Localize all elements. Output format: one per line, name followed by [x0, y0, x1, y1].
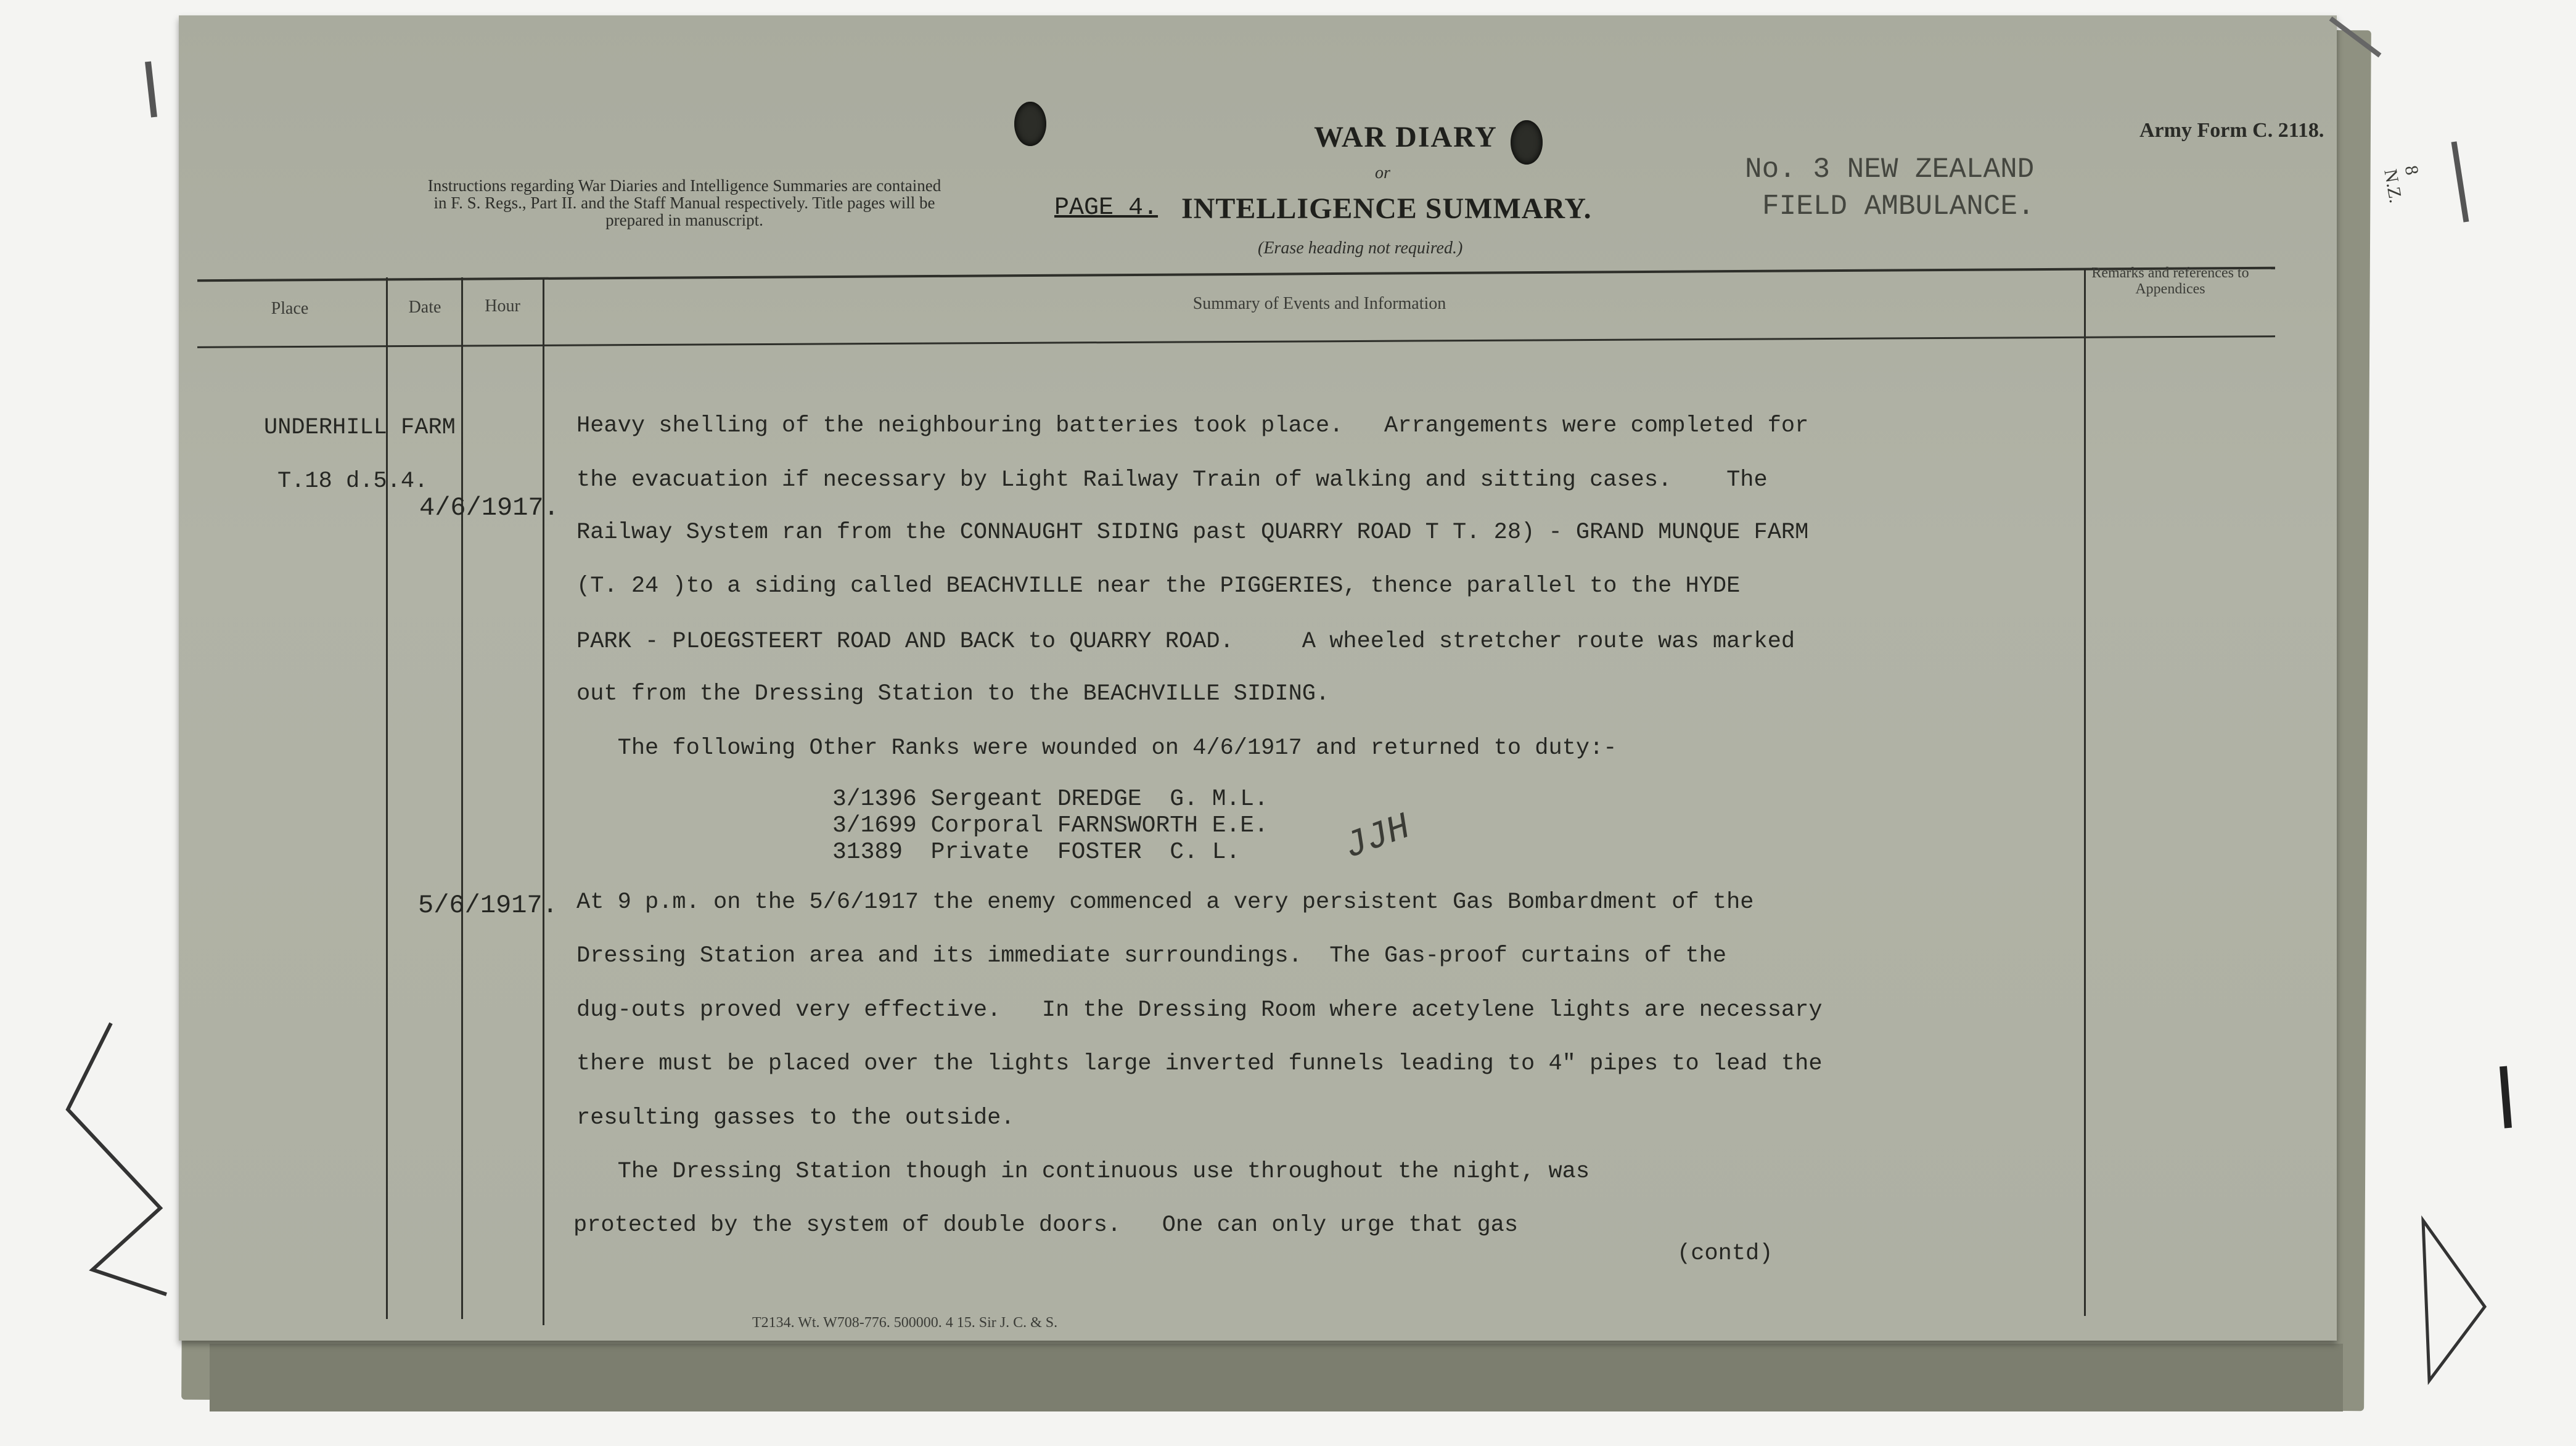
handwritten-initials: JJH	[1339, 806, 1416, 869]
summary-line: At 9 p.m. on the 5/6/1917 the enemy commenced a very persistent Gas Bombardment of the	[576, 889, 1754, 915]
summary-line: PARK - PLOEGSTEERT ROAD AND BACK to QUARRY ROAD. A wheeled stretcher route was marked	[576, 629, 1795, 655]
summary-line: there must be placed over the lights large inverted funnels leading to 4" pipes to lead the	[576, 1051, 1823, 1077]
wounded-entry: 3/1699 Corporal FARNSWORTH E.E.	[832, 812, 1268, 839]
instructions-note: Instructions regarding War Diaries and Intelligence Summaries are contained in F. S. Regs., Part II. and the Staff Manual respectively. Title pages will be prepared in manuscript.	[427, 176, 941, 229]
summary-line: dug-outs proved very effective. In the Dressing Room where acetylene lights are necessary	[576, 997, 1823, 1023]
summary-line: protected by the system of double doors. One can only urge that gas	[573, 1212, 1519, 1238]
pencil-stroke	[2423, 1220, 2485, 1381]
summary-line: The following Other Ranks were wounded on 4/6/1917 and returned to duty:-	[576, 735, 1617, 761]
summary-line: Dressing Station area and its immediate surroundings. The Gas-proof curtains of the	[576, 943, 1727, 969]
page-label: PAGE 4.	[1054, 194, 1159, 222]
pencil-stroke	[68, 1023, 166, 1294]
date-4-6-1917: 4/6/1917.	[419, 493, 559, 523]
unit-line-2: FIELD AMBULANCE.	[1762, 190, 2035, 223]
place-map-reference: T.18 d.5.4.	[277, 468, 429, 494]
summary-line: Railway System ran from the CONNAUGHT SIDING past QUARRY ROAD T T. 28) - GRAND MUNQUE FARM	[576, 520, 1809, 545]
date-5-6-1917: 5/6/1917.	[418, 891, 558, 920]
summary-line: The Dressing Station though in continuous use throughout the night, was	[576, 1159, 1590, 1185]
column-date: Date	[408, 298, 441, 317]
margin-reference: 8 N.Z.	[2380, 164, 2422, 205]
column-place: Place	[271, 299, 309, 318]
pencil-stroke	[148, 62, 154, 117]
army-form-number: Army Form C. 2118.	[2139, 119, 2324, 142]
war-diary-title: WAR DIARY	[1314, 121, 1498, 153]
summary-line: Heavy shelling of the neighbouring batteries took place. Arrangements were completed for	[576, 413, 1809, 439]
intelligence-summary-title: INTELLIGENCE SUMMARY.	[1181, 192, 1592, 225]
or-label: or	[1375, 163, 1390, 182]
pencil-stroke	[2503, 1066, 2508, 1128]
unit-line-1: No. 3 NEW ZEALAND	[1745, 153, 2035, 186]
pencil-stroke	[2454, 142, 2466, 222]
contd-note: (contd)	[1677, 1241, 1773, 1267]
summary-line: out from the Dressing Station to the BEACHVILLE SIDING.	[576, 681, 1330, 707]
place-underhill-farm: UNDERHILL FARM	[264, 415, 456, 441]
column-summary: Summary of Events and Information	[1192, 294, 1446, 313]
erase-note: (Erase heading not required.)	[1258, 239, 1463, 258]
summary-line: the evacuation if necessary by Light Railway Train of walking and sitting cases. The	[576, 467, 1768, 493]
printer-imprint: T2134. Wt. W708-776. 500000. 4 15. Sir J. C. & S.	[752, 1315, 1058, 1331]
summary-line: resulting gasses to the outside.	[576, 1105, 1015, 1131]
summary-line: (T. 24 )to a siding called BEACHVILLE near the PIGGERIES, thence parallel to the HYDE	[576, 573, 1741, 599]
column-remarks: Remarks and references to Appendices	[2091, 265, 2249, 297]
pencil-stroke	[2331, 18, 2380, 55]
column-hour: Hour	[485, 296, 520, 316]
wounded-entry: 3/1396 Sergeant DREDGE G. M.L.	[832, 786, 1268, 812]
wounded-entry: 31389 Private FOSTER C. L.	[832, 839, 1241, 865]
